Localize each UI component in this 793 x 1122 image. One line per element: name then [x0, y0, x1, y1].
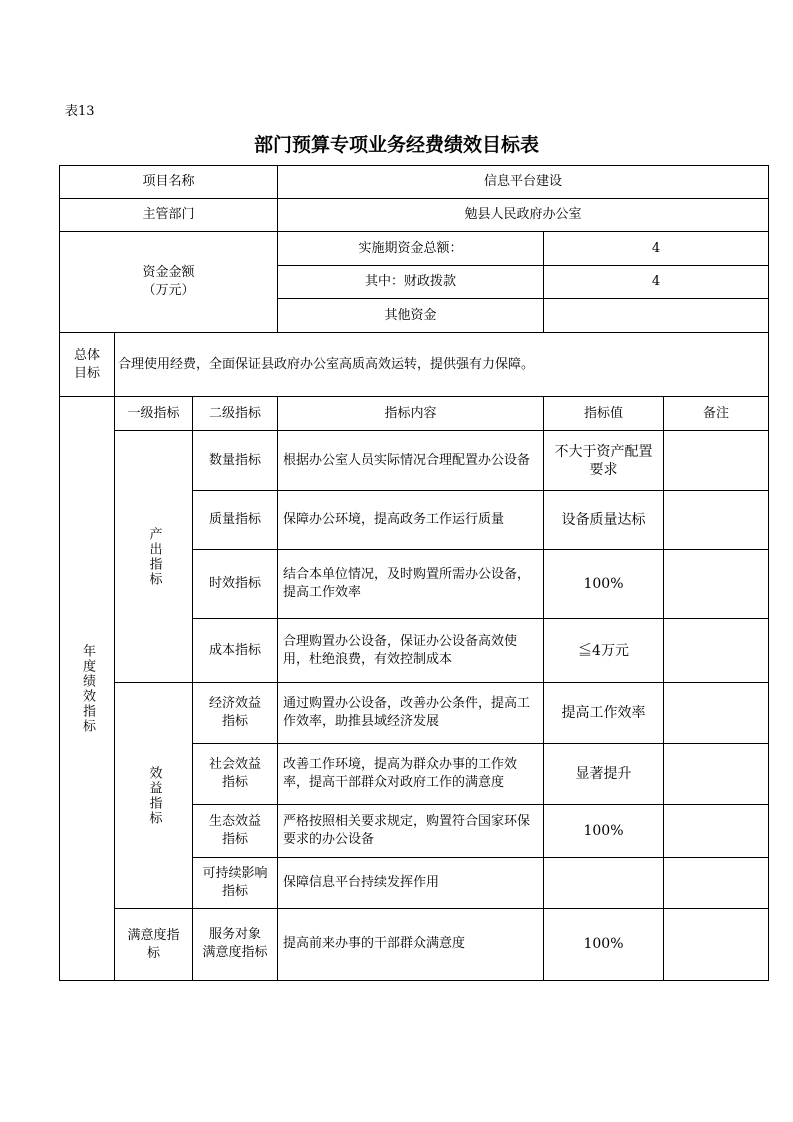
level2-indicator-l2-line1: 成本指标: [208, 642, 261, 658]
level2-indicator-l2-line1: 社会效益: [208, 757, 261, 772]
indicator-value-line1: 100%: [583, 823, 624, 839]
indicator-content: 改善工作环境，提高为群众办事的工作效率，提高干部群众对政府工作的满意度: [283, 757, 518, 790]
group-satisfaction-line1: 满意度指: [127, 927, 180, 943]
level2-indicator-l2-line1: 经济效益: [208, 696, 261, 711]
indicator-value-line1: ≦4万元: [578, 642, 629, 659]
level2-indicator-l2-line1: 数量指标: [208, 452, 261, 468]
level2-indicator-l2-line1: 可持续影响: [202, 866, 268, 881]
group-benefit: [115, 683, 192, 908]
indicator-content: 保障办公环境，提高政务工作运行质量: [283, 512, 505, 527]
group-output: [115, 431, 192, 682]
level2-indicator: [193, 805, 277, 857]
header-remark: 备注: [702, 405, 729, 421]
level2-indicator: [193, 491, 277, 549]
annual-indicators-label: [60, 397, 114, 980]
funds-total-label: 实施期资金总额：: [358, 240, 463, 256]
overall-goal-label-line1: 总体: [73, 347, 100, 363]
overall-goal-label-line2: 目标: [73, 365, 100, 381]
table-border-right: [768, 165, 769, 981]
indicator-content: 结合本单位情况，及时购置所需办公设备，提高工作效率: [283, 567, 531, 600]
indicator-content: 严格按照相关要求规定，购置符合国家环保要求的办公设备: [283, 814, 531, 847]
level2-indicator-l2-line1: 服务对象: [208, 927, 261, 942]
level2-indicator: [193, 858, 277, 908]
indicator-content: 根据办公室人员实际情况合理配置办公设备: [283, 452, 531, 468]
document-title: 部门预算专项业务经费绩效目标表: [253, 134, 539, 156]
level2-indicator-l2-line1: 生态效益: [208, 814, 261, 829]
indicator-value: [544, 550, 663, 618]
level2-indicator-l2-line2: 满意度指标: [202, 945, 268, 960]
overall-goal-text: 合理使用经费，全面保证县政府办公室高质高效运转，提供强有力保障。: [118, 356, 535, 372]
level2-indicator-l2-line1: 时效指标: [208, 576, 261, 591]
table-number: 表13: [65, 104, 95, 119]
indicator-remark: [664, 491, 768, 549]
indicator-value: [544, 619, 663, 682]
indicator-value: [544, 909, 663, 979]
level2-indicator-l2-line2: 指标: [221, 832, 248, 847]
level2-indicator: [193, 550, 277, 618]
indicator-value-line2: 要求: [589, 461, 618, 478]
project-name-value: 信息平台建设: [483, 174, 562, 189]
header-level2: 二级指标: [208, 405, 261, 421]
funds-fiscal-label: 其中：财政拨款: [364, 274, 456, 289]
level2-indicator-l2-line2: 指标: [221, 714, 248, 729]
level2-indicator: [193, 744, 277, 804]
level2-indicator-l2-line1: 质量指标: [208, 512, 261, 527]
indicator-value: [544, 805, 663, 857]
indicator-value: [544, 431, 663, 490]
indicator-value-line1: 显著提升: [575, 766, 632, 782]
funds-other-label: 其他资金: [384, 307, 437, 323]
indicator-content: 提高前来办事的干部群众满意度: [283, 936, 466, 951]
header-value: 指标值: [583, 405, 623, 421]
header-content: 指标内容: [384, 405, 437, 421]
level2-indicator: [193, 909, 277, 979]
group-benefit-text: 效益指标: [146, 765, 162, 826]
indicator-content: 保障信息平台持续发挥作用: [283, 875, 440, 890]
department-label: 主管部门: [142, 207, 195, 222]
indicator-remark: [664, 431, 768, 490]
indicator-remark: [664, 683, 768, 743]
indicator-value-line1: 不大于资产配置: [554, 443, 653, 460]
indicator-value: [544, 744, 663, 804]
level2-indicator: [193, 683, 277, 743]
indicator-value-line1: 提高工作效率: [561, 705, 646, 721]
funds-total-value: 4: [651, 240, 661, 256]
indicator-value-line1: 100%: [583, 936, 624, 952]
indicator-value: [544, 683, 663, 743]
annual-indicators-text: 年度绩效指标: [80, 643, 95, 734]
indicator-value-line1: 设备质量达标: [561, 512, 646, 528]
indicator-remark: [664, 858, 768, 908]
funds-fiscal-value: 4: [651, 274, 661, 289]
indicator-remark: [664, 550, 768, 618]
overall-goal-label: [60, 333, 114, 396]
indicator-value: [544, 858, 663, 908]
indicator-content: 通过购置办公设备，改善办公条件，提高工作效率，助推县域经济发展: [283, 696, 531, 729]
department-value: 勉县人民政府办公室: [464, 207, 582, 222]
group-output-text: 产出指标: [146, 526, 162, 587]
funds-label-line1: 资金金额: [142, 265, 195, 280]
funds-other-value: [544, 299, 768, 332]
indicator-content: 合理购置办公设备，保证办公设备高效使用，杜绝浪费，有效控制成本: [283, 633, 518, 667]
funds-label: [60, 232, 277, 332]
indicator-remark: [664, 909, 768, 979]
funds-label-line2: （万元）: [142, 283, 195, 298]
project-name-label: 项目名称: [142, 174, 195, 189]
indicator-value-line1: 100%: [583, 576, 624, 592]
indicator-remark: [664, 805, 768, 857]
level2-indicator: [193, 431, 277, 490]
header-level1: 一级指标: [127, 405, 180, 421]
level2-indicator: [193, 619, 277, 682]
indicator-value: [544, 491, 663, 549]
indicator-remark: [664, 744, 768, 804]
group-satisfaction-line2: 标: [146, 945, 160, 961]
level2-indicator-l2-line2: 指标: [221, 775, 248, 790]
indicator-remark: [664, 619, 768, 682]
level2-indicator-l2-line2: 指标: [221, 884, 248, 899]
group-satisfaction: [115, 909, 192, 980]
